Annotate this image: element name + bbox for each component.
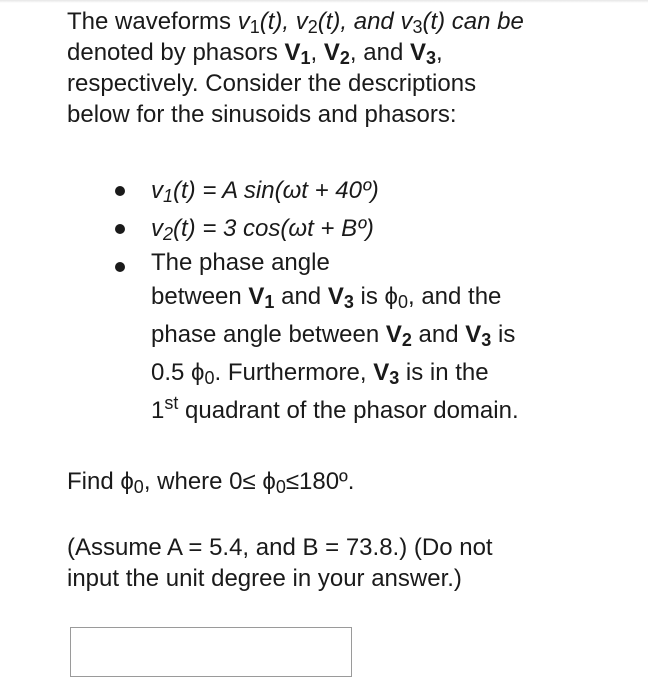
description-list [110,172,630,430]
problem-intro: The waveforms $v_1(t)$, $v_2(t)$, and $v_3(t)$ can be denoted by phasors $V_1$, $V_2$, and $V_3$, respectively. Consider the descriptions below for the sinusoids and phasors: [67,8,524,128]
answer-input[interactable] [70,627,352,677]
find-question: Find $\phi_0$, where $0\le \phi_0\le 180º$. [67,468,355,497]
top-divider [0,0,648,3]
list-item: $v_1(t) = A$ sin(ωt + 40º) [110,172,630,210]
list-item: The phase angle between $V_1$ and $V_3$ is $\phi_0$, and the phase angle between $V_2$ and $V_3$ is 0.5 $\phi_0$. Furthermore, $V_3$ is in the 1st quadrant of the phasor domain. [110,248,630,430]
list-item: $v_2(t) = 3$ cos(ωt + Bº) [110,210,630,248]
assumption-note: (Assume A = 5.4, and B = 73.8.) (Do not input the unit degree in your answer.) [67,534,493,592]
